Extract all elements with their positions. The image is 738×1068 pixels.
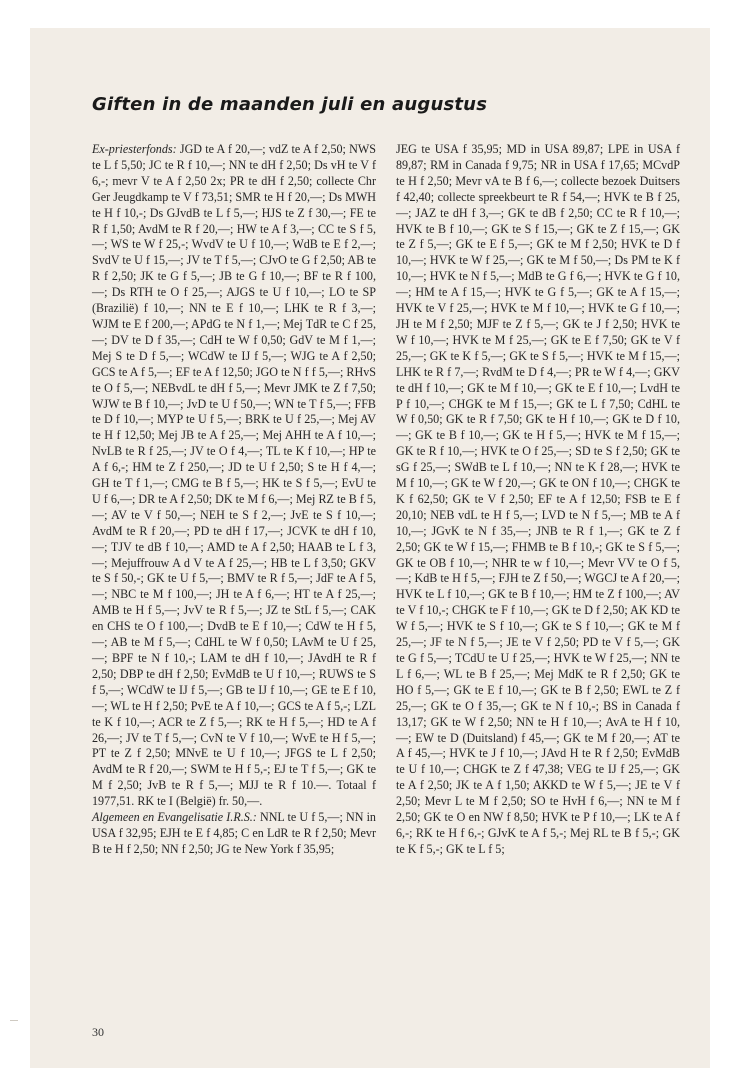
right-column-text: JEG te USA f 35,95; MD in USA 89,87; LPE in USA f 89,87; RM in Canada f 9,75; NR in USA f 17,65; MCvdP te H f 2,50; Mevr vA te B f 6,—; collecte bezoek Duitsers f 42,40; collecte spreekbeurt te R f 54,—; HVK te B f 25,—; JAZ te dH f 3,—; GK te dB f 2,50; CC te R f 10,—; HVK te B f 10,—; GK te S f 15,—; GK te Z f 15,—; GK te Z f 5,—; GK te E f 5,—; GK te M f 2,50; HVK te D f 10,—; HVK te W f 25,—; GK te M f 50,—; Ds PM te K f 10,—; HVK te N f 5,—; MdB te G f 6,—; HVK te G f 10,—; HM te A f 15,—; HVK te G f 5,—; GK te A f 15,—; HVK te V f 25,—; HVK te M f 10,—; HVK te G f 10,—; JH te M f 2,50; MJF te Z f 5,—; GK te J f 2,50; HVK te W f 10,—; HVK te M f 25,—; GK te E f 7,50; GK te V f 25,—; GK te K f 5,—; GK te S f 5,—; HVK te M f 15,—; LHK te R f 7,—; RvdM te D f 4,—; PR te W f 4,—; GKV te dH f 10,—; GK te M f 10,—; GK te E f 10,—; LvdH te P f 10,—; CHGK te M f 15,—; GK te L f 7,50; CdHL te W f 0,50; GK te R f 7,50; GK te H f 10,—; GK te D f 10,—; GK te B f 10,—; GK te H f 5,—; HVK te M f 15,—; GK te R f 10,—; HVK te O f 25,—; SD te S f 2,50; GK te sG f 25,—; SWdB te L f 10,—; NN te K f 28,—; HVK te M f 10,—; GK te W f 20,—; GK te ON f 10,—; CHGK te K f 62,50; GK te V f 2,50; EF te A f 12,50; FSB te E f 20,10; NEB vdL te H f 5,—; LVD te N f 5,—; MB te A f 10,—; JGvK te N f 35,—; JNB te R f 1,—; GK te Z f 2,50; GK te W f 15,—; FHMB te B f 10,-; GK te S f 5,—; GK te OB f 10,—; NHR te w f 10,—; Mevr VV te O f 5,—; KdB te H f 5,—; FJH te Z f 50,—; WGCJ te A f 20,—; HVK te L f 10,—; GK te B f 10,—; HM te Z f 100,—; AV te V f 10,-; CHGK te F f 10,—; GK te D f 2,50; AK KD te W f 5,—; HVK te S f 10,—; GK te S f 10,—; GK te M f 25,—; JF te N f 5,—; JE te V f 2,50; PD te V f 5,—; GK te G f 5,—; TCdU te U f 25,—; HVK te W f 25,—; NN te L f 6,—; WL te B f 25,—; Mej MdK te R f 2,50; GK te HO f 5,—; GK te E f 10,—; GK te B f 2,50; EWL te Z f 25,—; GK te O f 35,—; GK te N f 10,-; BS in Canada f 13,17; GK te W f 2,50; NN te H f 10,—; AvA te H f 10,—; EW te D (Duitsland) f 45,—; GK te M f 20,—; AT te A f 45,—; HVK te J f 10,—; JAvd H te R f 2,50; EvMdB te U f 10,—; CHGK te Z f 47,38; VEG te IJ f 25,—; GK te A f 2,50; JK te A f 1,50; AKKD te W f 5,—; JE te V f 2,50; Mevr L te M f 2,50; SO te HvH f 6,—; NN te M f 2,50; GK te O en NW f 8,50; HVK te P f 10,—; LK te A f 6,-; RK te H f 6,-; GJvK te A f 5,-; Mej RL te B f 5,-; GK te K f 5,-; GK te L f 5; [396, 142, 680, 856]
ex-priesterfonds-label: Ex-priesterfonds: [92, 142, 177, 156]
algemeen-paragraph [92, 810, 376, 858]
page-title: Giften in de maanden juli en augustus [92, 94, 488, 115]
algemeen-text: NNL te U f 5,—; NN in USA f 32,95; EJH te E f 4,85; C en LdR te R f 2,50; Mevr B te H f 2,50; NN f 2,50; JG te New York f 35,95; [92, 810, 376, 856]
ex-priesterfonds-text: JGD te A f 20,—; vdZ te A f 2,50; NWS te L f 5,50; JC te R f 10,—; NN te dH f 2,50; Ds vH te V f 6,-; mevr V te A f 2,50 2x; PR te dH f 2,50; collecte Chr Ger Jeugdkamp te V f 73,51; SMR te H f 20,—; Ds MWH te H f 10,-; Ds GJvdB te L f 5,—; HJS te Z f 30,—; FE te R f 1,50; AvdM te R f 20,—; HW te A f 3,—; CC te S f 5,—; WS te W f 25,-; WvdV te U f 10,—; WdB te E f 2,—; SvdV te U f 15,—; JV te T f 5,—; CJvO te G f 2,50; AB te R f 2,50; JK te G f 5,—; JB te G f 10,—; BF te R f 100,—; Ds RTH te O f 25,—; AJGS te U f 10,—; LO te SP (Brazilië) f 10,—; NN te E f 10,—; LHK te R f 3,—; WJM te E f 200,—; APdG te N f 1,—; Mej TdR te C f 25,—; DV te D f 35,—; CdH te W f 0,50; GdV te M f 1,—; Mej S te D f 5,—; WCdW te IJ f 5,—; WJG te A f 2,50; GCS te A f 5,—; EF te A f 12,50; JGO te N f f 5,—; RHvS te O f 5,—; NEBvdL te dH f 5,—; Mevr JMK te Z f 7,50; WJW te B f 10,—; JvD te U f 50,—; WN te T f 5,—; FFB te D f 10,—; MYP te U f 5,—; BRK te U f 25,—; Mej AV te H f 12,50; Mej JB te A f 25,—; Mej AHH te A f 10,—; NvLB te R f 25,—; JV te O f 4,—; TL te K f 10,—; HP te A f 6,-; HM te Z f 250,—; JD te U f 2,50; S te H f 4,—; GH te T f 1,—; CMG te B f 5,—; HK te S f 5,—; EvU te U f 6,—; DR te A f 2,50; DK te M f 6,—; Mej RZ te B f 5,—; AV te V f 50,—; NEH te S f 2,—; JvE te S f 10,—; AvdM te R f 20,—; PD te dH f 17,—; JCVK te dH f 10,—; TJV te dB f 10,—; AMD te A f 2,50; HAAB te L f 3,—; Mejuffrouw A d V te A f 25,—; HB te L f 3,50; GKV te S f 50,-; GK te U f 5,—; BMV te R f 5,—; JdF te A f 5,—; NBC te M f 100,—; JH te A f 6,—; HT te A f 25,—; AMB te H f 5,—; JvV te R f 5,—; JZ te StL f 5,—; CAK en CHS te O f 100,—; DvdB te E f 10,—; CdW te H f 5,—; AB te M f 5,—; CdHL te W f 0,50; LAvM te U f 25,—; BPF te N f 10,-; LAM te dH f 10,—; JAvdH te R f 2,50; DBP te dH f 2,50; EvMdB te U f 10,—; RUWS te S f 5,—; WCdW te IJ f 5,—; GB te IJ f 10,—; GE te E f 10,—; WL te H f 2,50; PvE te A f 10,—; GCS te A f 5,-; LZL te K f 10,—; ACR te Z f 5,—; RK te H f 5,—; HD te A f 26,—; JV te T f 5,—; CvN te V f 10,—; WvE te H f 5,—; PT te Z f 2,50; MNvE te U f 10,—; JFGS te L f 2,50; AvdM te R f 20,—; SWM te H f 5,-; EJ te T f 5,—; GK te M f 2,50; JvB te R f 5,—; MJJ te R f 10.—. Totaal f 1977,51. RK te I (België) fr. 50,—. [92, 142, 376, 809]
ex-priesterfonds-paragraph [92, 142, 376, 810]
algemeen-label: Algemeen en Evangelisatie I.R.S.: [92, 810, 257, 825]
left-column [92, 142, 376, 858]
page-top-margin [30, 0, 710, 28]
scan-mark [10, 1020, 18, 1021]
page-number: 30 [92, 1025, 104, 1039]
right-column [396, 142, 680, 858]
